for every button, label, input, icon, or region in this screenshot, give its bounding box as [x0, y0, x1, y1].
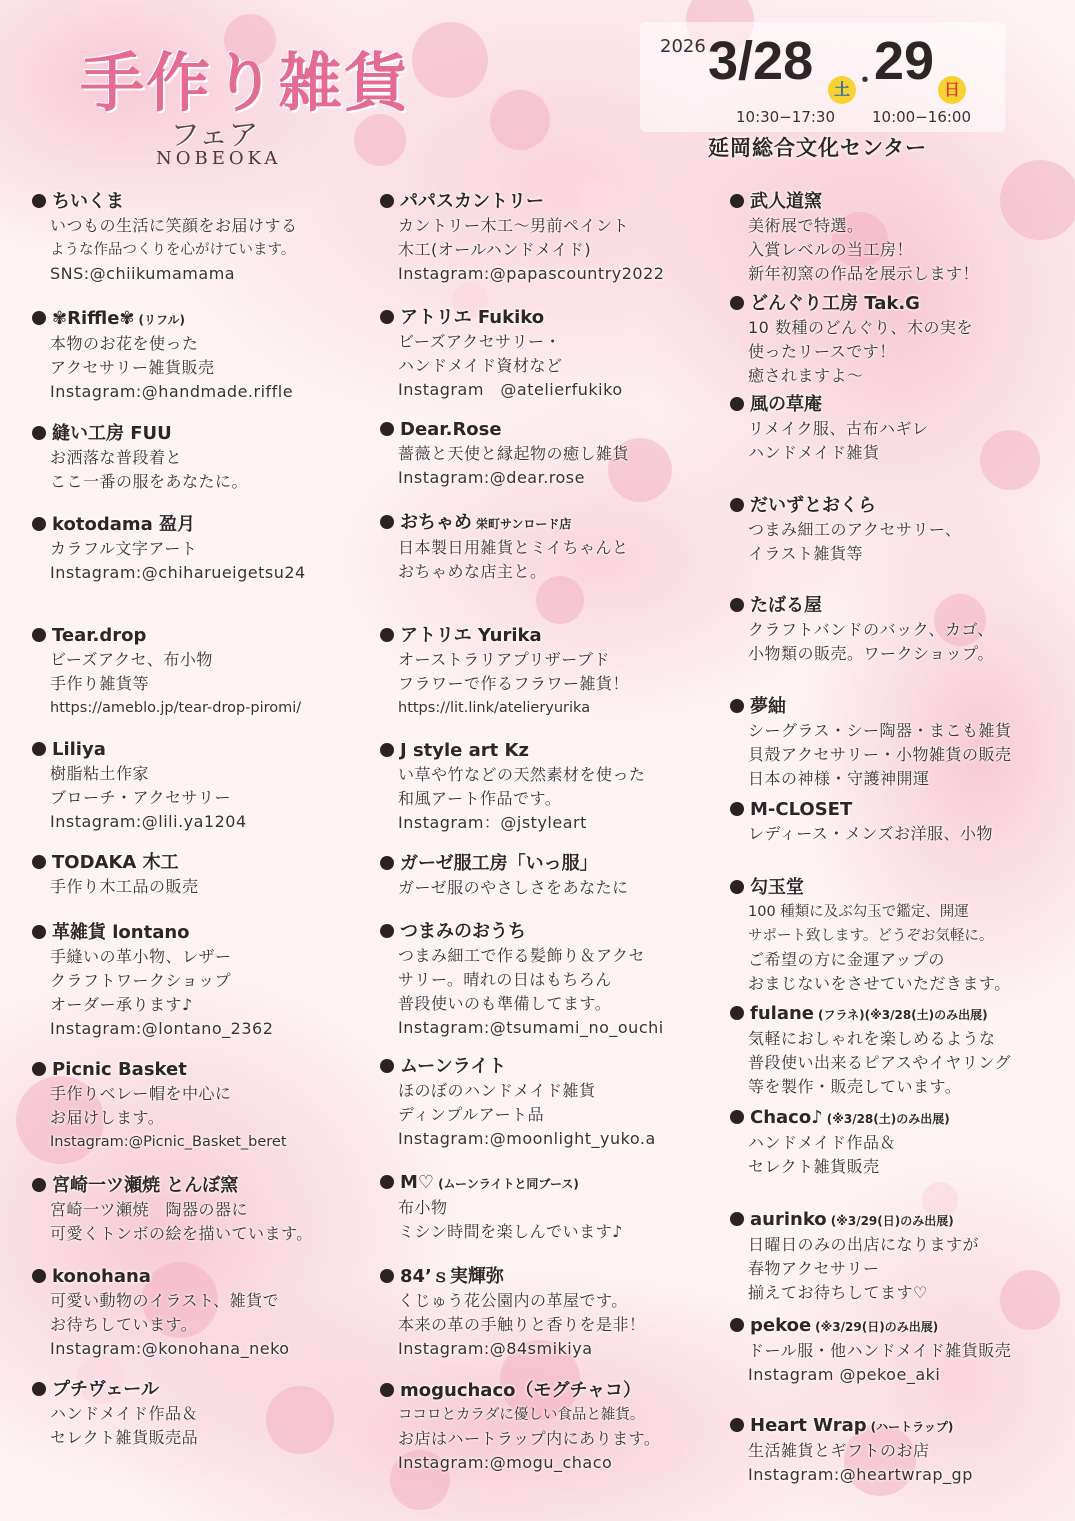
vendor-entry — [730, 1314, 1070, 1387]
vendor-name-text: おちゃめ — [400, 512, 472, 533]
bullet-icon — [32, 742, 46, 756]
vendor-note: (フラネ)(※3/28(土)のみ出展) — [817, 1008, 988, 1022]
bullet-icon — [380, 515, 394, 529]
vendor-name-text: プチヴェール — [52, 1379, 159, 1400]
vendor-description-line: サリー。晴れの日はもちろん — [398, 970, 612, 989]
vendor-description-line: くじゅう花公園内の革屋です。 — [398, 1291, 628, 1310]
vendor-name-text: 縫い工房 FUU — [52, 423, 172, 444]
vendor-name-text: パパスカントリー — [400, 191, 544, 212]
vendor-entry — [380, 739, 720, 835]
vendor-entry — [32, 1174, 372, 1246]
vendor-entry — [380, 1171, 720, 1244]
vendor-description-line: おまじないをさせていただきます。 — [748, 974, 1011, 993]
vendor-description-line: お洒落な普段着と — [50, 448, 183, 467]
bullet-icon — [380, 422, 394, 436]
vendor-description-line: 小物類の販売。ワークショップ。 — [748, 644, 994, 663]
vendor-name-text: Tear.drop — [52, 625, 147, 646]
vendor-name — [380, 1171, 720, 1196]
vendor-name-text: aurinko — [750, 1209, 827, 1230]
vendor-description-line: 手縫いの革小物、レザー — [50, 947, 232, 966]
bullet-icon — [32, 426, 46, 440]
vendor-name — [730, 1314, 1070, 1339]
vendor-entry — [32, 513, 372, 585]
vendor-description-line: レディース・メンズお洋服、小物 — [748, 824, 993, 843]
vendor-entry — [32, 1265, 372, 1361]
vendor-description-line: ドール服・他ハンドメイド雑貨販売 — [748, 1341, 1012, 1360]
bullet-icon — [380, 194, 394, 208]
vendor-description-line: ココロとカラダに優しい食品と雑貨。 — [398, 1407, 645, 1423]
vendor-name — [380, 624, 720, 648]
vendor-description-line: つまみ細工で作る髪飾り＆アクセ — [398, 946, 646, 965]
bullet-icon — [730, 1006, 744, 1020]
logo-title: 手作り雑貨 — [80, 46, 410, 121]
vendor-description-line: オーストラリアプリザーブド — [398, 650, 610, 669]
bullet-icon — [32, 1269, 46, 1283]
bullet-icon — [730, 194, 744, 208]
vendor-description-line: 癒されますよ〜 — [748, 366, 864, 385]
bullet-icon — [32, 517, 46, 531]
vendor-entry — [730, 695, 1070, 791]
vendor-description-line: 普段使いのも準備してます。 — [398, 994, 612, 1013]
bullet-icon — [32, 194, 46, 208]
bullet-icon — [380, 924, 394, 938]
vendor-description-line: お待ちしています。 — [50, 1315, 198, 1334]
vendor-description-line: セレクト雑貨販売 — [748, 1157, 880, 1176]
bullet-icon — [730, 296, 744, 310]
vendor-description-line: https://ameblo.jp/tear-drop-piromi/ — [50, 700, 302, 716]
bullet-icon — [380, 310, 394, 324]
vendor-name — [730, 494, 1070, 518]
bullet-icon — [32, 855, 46, 869]
event-date-2: 29 — [874, 31, 935, 91]
event-logo — [70, 28, 410, 178]
vendor-name-text: ムーンライト — [400, 1056, 507, 1077]
vendor-description-line: ほのぼのハンドメイド雑貨 — [398, 1081, 596, 1100]
vendor-name — [730, 393, 1070, 417]
vendor-name-text: 宮崎一ツ瀬焼 とんぼ窯 — [52, 1175, 239, 1196]
vendor-description-line: Instagram:@tsumami_no_ouchi — [398, 1018, 664, 1037]
vendor-name-text: Heart Wrap — [750, 1415, 867, 1436]
vendor-note: (※3/29(日)のみ出展) — [815, 1320, 939, 1334]
bullet-icon — [32, 925, 46, 939]
vendor-description-line: SNS:@chiikumamama — [50, 264, 236, 283]
vendor-description-line: Instagram:@84smikiya — [398, 1339, 593, 1358]
vendor-name — [32, 1378, 372, 1402]
bullet-icon — [380, 1059, 394, 1073]
vendor-name — [32, 851, 372, 875]
logo-city: NOBEOKA — [156, 148, 282, 169]
vendor-name — [730, 594, 1070, 618]
vendor-description-line: お店はハートラップ内にあります。 — [398, 1429, 661, 1448]
vendor-entry — [380, 1265, 720, 1361]
vendor-description-line: 和風アート作品です。 — [398, 789, 562, 808]
vendor-description-line: フラワーで作るフラワー雑貨！ — [398, 674, 630, 693]
vendor-description-line: Instagram:@chiharueigetsu24 — [50, 563, 306, 582]
bullet-icon — [730, 498, 744, 512]
vendor-description-line: ビーズアクセサリー・ — [398, 332, 562, 351]
vendor-entry — [380, 920, 720, 1040]
bullet-icon — [32, 1382, 46, 1396]
vendor-description-line: 薔薇と天使と縁起物の癒し雑貨 — [398, 444, 630, 463]
bullet-icon — [730, 699, 744, 713]
vendor-description-line: 気軽におしゃれを楽しめるような — [748, 1029, 996, 1048]
vendor-description-line: ハンドメイド作品＆ — [748, 1133, 897, 1152]
vendor-description-line: Instagram:@lili.ya1204 — [50, 812, 247, 831]
vendor-name — [32, 1265, 372, 1289]
vendor-name-text: ✾Riffle✾ — [52, 308, 135, 329]
vendor-description-line: 貝殻アクセサリー・小物雑貨の販売 — [748, 745, 1012, 764]
vendor-name-text: 勾玉堂 — [750, 877, 804, 898]
vendor-description-line: Instagram:@heartwrap_gp — [748, 1465, 973, 1484]
vendor-name — [32, 921, 372, 945]
vendor-description-line: 等を製作・販売しています。 — [748, 1077, 962, 1096]
vendor-description-line: シーグラス・シー陶器・まこも雑貨 — [748, 721, 1012, 740]
vendor-name — [730, 1208, 1070, 1233]
vendor-name-text: どんぐり工房 Tak.G — [750, 293, 920, 314]
vendor-description-line: 手作り木工品の販売 — [50, 877, 199, 896]
vendor-entry — [380, 852, 720, 900]
bullet-icon — [380, 1175, 394, 1189]
vendor-note: (ムーンライトと同ブース) — [438, 1177, 579, 1191]
vendor-entry — [32, 624, 372, 720]
vendor-name — [730, 876, 1070, 900]
vendor-description-line: 普段使い出来るピアスやイヤリング — [748, 1053, 1012, 1072]
vendor-name — [32, 1174, 372, 1198]
bullet-icon — [730, 1318, 744, 1332]
vendor-name-text: M♡ — [400, 1172, 435, 1193]
vendor-description-line: Instagram:@lontano_2362 — [50, 1019, 274, 1038]
vendor-entry — [32, 851, 372, 899]
vendor-name — [380, 418, 720, 442]
vendor-note: 栄町サンロード店 — [476, 517, 572, 531]
vendor-entry — [380, 190, 720, 286]
vendor-entry — [32, 422, 372, 494]
vendor-name — [380, 1379, 720, 1403]
vendor-name-text: 革雑貨 lontano — [52, 922, 190, 943]
vendor-name-text: たばる屋 — [750, 595, 822, 616]
bullet-icon — [730, 598, 744, 612]
vendor-description-line: ハンドメイド雑貨 — [748, 443, 880, 462]
bullet-icon — [32, 1178, 46, 1192]
bullet-icon — [730, 397, 744, 411]
vendor-entry — [730, 798, 1070, 846]
vendor-description-line: ミシン時間を楽しんでいます♪ — [398, 1222, 623, 1241]
vendor-description-line: Instagram:@dear.rose — [398, 468, 585, 487]
vendor-name — [380, 306, 720, 330]
vendor-name — [32, 624, 372, 648]
vendor-name-text: pekoe — [750, 1315, 812, 1336]
vendor-description-line: ハンドメイド作品＆ — [50, 1404, 199, 1423]
vendor-name-text: TODAKA 木工 — [52, 852, 179, 873]
vendor-entry — [380, 511, 720, 584]
vendor-description-line: Instagram:@konohana_neko — [50, 1339, 290, 1358]
date-separator: ・ — [853, 66, 877, 94]
vendor-name — [32, 738, 372, 762]
vendor-name — [380, 920, 720, 944]
vendor-name-text: J style art Kz — [400, 740, 529, 761]
vendor-description-line: Instagram @atelierfukiko — [398, 380, 623, 399]
bullet-icon — [32, 1062, 46, 1076]
vendor-description-line: https://lit.link/atelieryurika — [398, 700, 591, 716]
vendor-description-line: 日曜日のみの出店になりますが — [748, 1235, 980, 1254]
vendor-name-text: だいずとおくら — [750, 495, 876, 516]
vendor-description-line: カントリー木工〜男前ペイント — [398, 216, 630, 235]
vendor-note: (リフル) — [138, 313, 185, 327]
bullet-icon — [730, 1418, 744, 1432]
vendor-description-line: つまみ細工のアクセサリー、 — [748, 520, 962, 539]
vendor-name — [380, 852, 720, 876]
vendor-name-text: kotodama 盈月 — [52, 514, 196, 535]
vendor-note: (ハートラップ) — [870, 1420, 954, 1434]
event-time-2: 10:00−16:00 — [872, 108, 972, 126]
vendor-name-text: moguchaco（モグチャコ） — [400, 1380, 641, 1401]
vendor-description-line: ガーゼ服のやさしさをあなたに — [398, 878, 629, 897]
bullet-icon — [380, 856, 394, 870]
vendor-description-line: カラフル文字アート — [50, 539, 198, 558]
vendor-description-line: 日本の神様・守護神開運 — [748, 769, 930, 788]
vendor-description-line: 手作り雑貨等 — [50, 674, 150, 693]
vendor-entry — [32, 1058, 372, 1154]
vendor-description-line: 入賞レベルの当工房！ — [748, 240, 914, 259]
vendor-name — [380, 511, 720, 536]
vendor-description-line: Instagram @pekoe_aki — [748, 1365, 941, 1384]
vendor-description-line: Instagram：@jstyleart — [398, 813, 587, 832]
vendor-entry — [730, 1106, 1070, 1179]
vendor-description-line: 木工(オールハンドメイド) — [398, 240, 592, 259]
vendor-name — [730, 695, 1070, 719]
vendor-entry — [32, 738, 372, 834]
vendor-entry — [730, 1002, 1070, 1099]
vendor-name — [730, 1414, 1070, 1439]
vendor-description-line: セレクト雑貨販売品 — [50, 1428, 199, 1447]
vendor-description-line: ここ一番の服をあなたに。 — [50, 472, 249, 491]
vendor-name-text: ガーゼ服工房「いっ服」 — [400, 853, 598, 874]
vendor-description-line: サポート致します。どうぞお気軽に。 — [748, 928, 994, 944]
vendor-entry — [32, 307, 372, 404]
vendor-name — [380, 1265, 720, 1289]
vendor-entry — [730, 876, 1070, 996]
vendor-name — [32, 422, 372, 446]
vendor-name-text: fulane — [750, 1003, 814, 1024]
vendor-entry — [730, 190, 1070, 286]
vendor-entry — [730, 594, 1070, 666]
vendor-description-line: クラフトバンドのバック、カゴ、 — [748, 620, 994, 639]
vendor-description-line: 手作りベレー帽を中心に — [50, 1084, 232, 1103]
vendor-description-line: ご希望の方に金運アップの — [748, 950, 945, 969]
event-time-1: 10:30−17:30 — [736, 108, 836, 126]
bullet-icon — [380, 1269, 394, 1283]
vendor-name — [380, 1055, 720, 1079]
vendor-description-line: ような作品つくりを心がけています。 — [50, 242, 296, 258]
vendor-description-line: おちゃめな店主と。 — [398, 562, 547, 581]
vendor-name-text: アトリエ Fukiko — [400, 307, 545, 328]
bullet-icon — [730, 802, 744, 816]
event-venue: 延岡総合文化センター — [708, 136, 928, 160]
vendor-description-line: い草や竹などの天然素材を使った — [398, 765, 646, 784]
vendor-entry — [380, 418, 720, 490]
vendor-entry — [32, 190, 372, 286]
vendor-name-text: konohana — [52, 1266, 151, 1287]
vendor-entry — [730, 292, 1070, 388]
vendor-description-line: 使ったリースです！ — [748, 342, 896, 361]
vendor-description-line: 美術展で特選。 — [748, 216, 864, 235]
vendor-description-line: 10 数種のどんぐり、木の実を — [748, 318, 973, 337]
vendor-description-line: いつもの生活に笑顔をお届けする — [50, 216, 298, 235]
vendor-name-text: 84’ｓ実輝弥 — [400, 1266, 504, 1287]
vendor-name-text: 武人道窯 — [750, 191, 822, 212]
bullet-icon — [730, 1212, 744, 1226]
vendor-name-text: M-CLOSET — [750, 799, 853, 820]
vendor-name-text: 風の草庵 — [750, 394, 822, 415]
bullet-icon — [32, 628, 46, 642]
vendor-entry — [380, 1055, 720, 1151]
vendor-entry — [380, 624, 720, 720]
vendor-name-text: 夢紬 — [750, 696, 786, 717]
vendor-entry — [380, 306, 720, 402]
vendor-name-text: Chaco♪ — [750, 1107, 823, 1128]
vendor-name — [32, 190, 372, 214]
vendor-entry — [730, 1414, 1070, 1487]
vendor-name-text: アトリエ Yurika — [400, 625, 542, 646]
bullet-icon — [380, 743, 394, 757]
vendor-entry — [380, 1379, 720, 1475]
vendor-description-line: アクセサリー雑貨販売 — [50, 358, 215, 377]
vendor-name-text: つまみのおうち — [400, 921, 526, 942]
vendor-name — [380, 739, 720, 763]
vendor-name-text: Picnic Basket — [52, 1059, 187, 1080]
vendor-description-line: Instagram:@Picnic_Basket_beret — [50, 1134, 287, 1150]
vendor-description-line: イラスト雑貨等 — [748, 544, 864, 563]
event-date-1: 3/28 — [708, 31, 814, 91]
vendor-note: (※3/28(土)のみ出展) — [826, 1112, 950, 1126]
bullet-icon — [730, 880, 744, 894]
vendor-description-line: Instagram:@papascountry2022 — [398, 264, 665, 283]
vendor-description-line: リメイク服、古布ハギレ — [748, 419, 929, 438]
vendor-name — [32, 513, 372, 537]
vendor-name — [730, 292, 1070, 316]
vendor-name — [730, 1106, 1070, 1131]
vendor-name-text: ちいくま — [52, 191, 124, 212]
vendor-name — [380, 190, 720, 214]
vendor-description-line: 春物アクセサリー — [748, 1259, 880, 1278]
vendor-description-line: 揃えてお待ちしてます♡ — [748, 1283, 928, 1302]
bullet-icon — [730, 1110, 744, 1124]
bullet-icon — [380, 628, 394, 642]
vendor-description-line: ハンドメイド資材など — [398, 356, 563, 375]
vendor-description-line: Instagram:@handmade.riffle — [50, 382, 294, 401]
vendor-name — [730, 1002, 1070, 1027]
vendor-description-line: ディンプルアート品 — [398, 1105, 545, 1124]
bullet-icon — [32, 311, 46, 325]
bullet-icon — [380, 1383, 394, 1397]
vendor-entry — [730, 494, 1070, 566]
event-date-box — [640, 22, 1005, 132]
vendor-description-line: お届けします。 — [50, 1108, 165, 1127]
vendor-description-line: 可愛い動物のイラスト、雑貨で — [50, 1291, 280, 1310]
vendor-description-line: 樹脂粘土作家 — [50, 764, 150, 783]
vendor-description-line: 宮崎一ツ瀬焼 陶器の器に — [50, 1200, 249, 1219]
vendor-description-line: Instagram:@moonlight_yuko.a — [398, 1129, 656, 1148]
logo-fair: フェア — [170, 118, 259, 153]
vendor-description-line: 本物のお花を使った — [50, 334, 199, 353]
vendor-description-line: 布小物 — [398, 1198, 448, 1217]
vendor-name-text: Dear.Rose — [400, 419, 502, 440]
vendor-note: (※3/29(日)のみ出展) — [830, 1214, 954, 1228]
vendor-name — [730, 798, 1070, 822]
vendor-description-line: ビーズアクセ、布小物 — [50, 650, 213, 669]
vendor-description-line: Instagram:@mogu_chaco — [398, 1453, 613, 1472]
vendor-description-line: オーダー承ります♪ — [50, 995, 193, 1014]
vendor-description-line: 本来の革の手触りと香りを是非！ — [398, 1315, 646, 1334]
vendor-name-text: Liliya — [52, 739, 106, 760]
vendor-entry — [32, 921, 372, 1041]
vendor-entry — [730, 393, 1070, 465]
vendor-description-line: クラフトワークショップ — [50, 971, 232, 990]
vendor-description-line: 100 種類に及ぶ勾玉で鑑定、開運 — [748, 904, 969, 920]
vendor-entry — [730, 1208, 1070, 1305]
vendor-name — [32, 1058, 372, 1082]
vendor-description-line: 生活雑貨とギフトのお店 — [748, 1441, 930, 1460]
vendor-description-line: 日本製日用雑貨とミイちゃんと — [398, 538, 629, 557]
event-year: 2026 — [660, 36, 706, 57]
vendor-name — [730, 190, 1070, 214]
vendor-description-line: 可愛くトンボの絵を描いています。 — [50, 1224, 313, 1243]
vendor-entry — [32, 1378, 372, 1450]
vendor-description-line: ブローチ・アクセサリー — [50, 788, 232, 807]
vendor-description-line: 新年初窯の作品を展示します！ — [748, 264, 980, 283]
sunday-badge: 日 — [938, 76, 966, 104]
saturday-badge: 土 — [828, 76, 856, 104]
vendor-name — [32, 307, 372, 332]
